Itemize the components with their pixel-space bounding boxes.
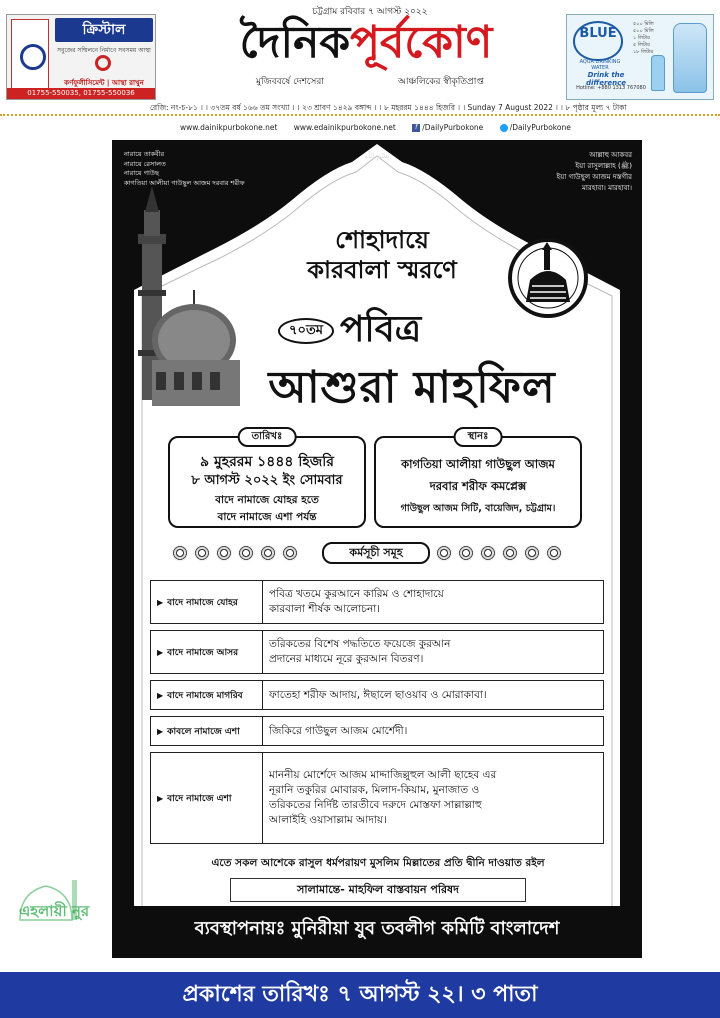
water-jar-image bbox=[673, 23, 707, 93]
venue-line1: কাগতিয়া আলীয়া গাউছুল আজম bbox=[401, 457, 555, 471]
desc-line: তরিকতের নির্দিষ্ট তারতীবে দরুদে মোস্তফা সাল্লাল্লাহু bbox=[269, 799, 482, 811]
paper-title-part2: পূর্বকোণ bbox=[350, 17, 493, 68]
twitter-icon bbox=[500, 124, 508, 132]
time-label: বাদে নামাজে যোহর bbox=[167, 597, 238, 608]
slogan-line: নারায়ে তাকবীর bbox=[124, 150, 165, 158]
rosette-icon bbox=[238, 545, 254, 561]
schedule-time bbox=[151, 681, 263, 709]
facebook-handle: /DailyPurbokone bbox=[422, 123, 484, 132]
bottle-sizes bbox=[633, 21, 669, 56]
table-row bbox=[150, 716, 604, 746]
title-line2: কারবালা স্মরণে bbox=[307, 256, 457, 284]
desc-line: পবিত্র খতমে কুরআনে কারিম ও শোহাদায়ে bbox=[269, 588, 444, 600]
rosette-icon bbox=[216, 545, 232, 561]
table-row bbox=[150, 752, 604, 844]
desc-line: প্রদানের মাধ্যমে নূরে কুরআন বিতরণ। bbox=[269, 653, 424, 665]
slogan-line: ইয়া রাসুলাল্লাহ (ﷺ) bbox=[575, 162, 632, 170]
newspaper-masthead bbox=[0, 0, 720, 132]
slogan-line: নারায়ে গাউছ bbox=[124, 169, 159, 177]
venue-box bbox=[374, 431, 582, 528]
time-label: কাবলে নামাজে এশা bbox=[167, 726, 240, 737]
edition-badge: ৭০তম bbox=[278, 318, 334, 344]
organizer-text: ব্যবস্থাপনায়ঃ মুনিরীয়া যুব তবলীগ কমিটি বাংলাদেশ bbox=[194, 918, 560, 939]
facebook-link[interactable] bbox=[412, 123, 483, 132]
desc-line: ফাতেহা শরীফ আদায়, ঈছালে ছাওয়াব ও মোরাকাবা। bbox=[269, 688, 487, 701]
slogans-left bbox=[124, 150, 274, 188]
time-label: বাদে নামাজে এশা bbox=[167, 793, 232, 804]
date-box bbox=[168, 431, 366, 528]
table-row bbox=[150, 630, 604, 674]
size-item: ১৮ লিটার bbox=[633, 49, 654, 55]
size-item: ৫০০ মিলি bbox=[633, 28, 654, 34]
ad-brand: ক্রিস্টাল bbox=[55, 18, 153, 42]
paper-date: চট্টগ্রাম রবিবার ৭ আগস্ট ২০২২ bbox=[312, 7, 428, 17]
brand-logo-icon bbox=[95, 55, 111, 71]
shrine-emblem bbox=[510, 240, 586, 316]
ad-subtitle: কর্ণফুলীসিমেন্ট | আস্থা রাখুন bbox=[64, 79, 144, 87]
schedule-desc bbox=[269, 631, 603, 673]
slogan-line: কাগতিয়া আলীয়া গাউছুল আজম দরবার শরীফ bbox=[124, 178, 245, 187]
size-item: ৫০০ মিলি bbox=[633, 21, 654, 27]
size-item: ৫ লিটার bbox=[633, 42, 650, 48]
venue-line2: দরবার শরীফ কমপ্লেক্স bbox=[429, 479, 527, 493]
ad-slogan: Drink the difference bbox=[585, 71, 627, 87]
twitter-handle: /DailyPurbokone bbox=[509, 123, 571, 132]
slogan-line: ইয়া গাউছুল আজম দস্তগীর bbox=[556, 173, 632, 181]
schedule-desc bbox=[269, 581, 603, 623]
bismillah-calligraphy: بِسْمِ اللّٰهِ bbox=[364, 152, 390, 160]
blue-aqua-logo: BLUE bbox=[573, 21, 623, 61]
advertisement-right[interactable] bbox=[566, 14, 714, 100]
watermark-logo bbox=[6, 872, 102, 948]
slogan-right: আঞ্চলিকের স্বীকৃতিপ্রাপ্ত bbox=[398, 77, 484, 87]
triangle-icon: ▶ bbox=[157, 793, 164, 803]
publication-date-bar: প্রকাশের তারিখঃ ৭ আগস্ট ২২। ৩ পাতা bbox=[0, 972, 720, 1018]
venue-label: স্থানঃ bbox=[454, 427, 503, 447]
schedule-time bbox=[151, 753, 263, 843]
cement-bag-image bbox=[11, 19, 49, 97]
slogan-line: নারায়ে রেসালত bbox=[124, 159, 166, 168]
rosette-icon bbox=[436, 545, 452, 561]
triangle-icon: ▶ bbox=[157, 647, 164, 657]
rosette-icon bbox=[502, 545, 518, 561]
mosque-dome-icon bbox=[6, 872, 102, 948]
mahfil-poster bbox=[112, 140, 642, 958]
title-line1: শোহাদায়ে bbox=[335, 226, 429, 254]
desc-line: কারবালা শীর্ষক আলোচনা। bbox=[269, 603, 381, 615]
slogan-line: মারহাবা। মারহাবা। bbox=[581, 184, 632, 192]
schedule-desc bbox=[269, 717, 603, 745]
ad-hotline: Hotline: +880 1313 767080 bbox=[576, 85, 646, 91]
venue-line3: গাউছুল আজম সিটি, বায়েজিদ, চট্টগ্রাম। bbox=[400, 503, 556, 514]
time-start: বাদে নামাজে যোহর হতে bbox=[215, 494, 319, 506]
ad-tagline: সবুজের সম্মিলনে নির্মাণে সবসময় আস্থা bbox=[57, 47, 151, 54]
rosette-icon bbox=[546, 545, 562, 561]
ad-phone: 01755-550035, 01755-550036 bbox=[7, 88, 155, 99]
table-row bbox=[150, 680, 604, 710]
main-title: আশুরা মাহফিল bbox=[268, 362, 556, 413]
triangle-icon: ▶ bbox=[157, 690, 164, 700]
date-hijri: ৯ মুহররম ১৪৪৪ হিজরি bbox=[200, 454, 334, 470]
slogans-right bbox=[502, 150, 632, 194]
size-item: ১ লিটার bbox=[633, 35, 650, 41]
desc-line: জিকিরে গাউছুল আজম মোর্শেদী। bbox=[269, 724, 408, 737]
facebook-icon: f bbox=[412, 124, 420, 132]
rosette-icon bbox=[480, 545, 496, 561]
logo-subtitle: AQUA DRINKING WATER bbox=[579, 59, 621, 71]
website-link[interactable]: www.dainikpurbokone.net bbox=[180, 123, 278, 132]
salam-text: সালামান্তে- মাহফিল বাস্তবায়ন পরিষদ bbox=[230, 878, 526, 902]
rosette-icon bbox=[524, 545, 540, 561]
schedule-time bbox=[151, 581, 263, 623]
table-row bbox=[150, 580, 604, 624]
slogan-line: আল্লাহু আকবর bbox=[589, 151, 632, 159]
rosette-icon bbox=[172, 545, 188, 561]
program-label: কর্মসূচী সমূহ bbox=[322, 542, 430, 564]
desc-line: তরিকতের বিশেষ পদ্ধতিতে ফয়েজে কুরআন bbox=[269, 638, 451, 650]
watermark-text: এহলায়ী নুর bbox=[18, 902, 90, 920]
schedule-time bbox=[151, 631, 263, 673]
bottle-image bbox=[651, 55, 665, 91]
schedule-table bbox=[144, 572, 610, 850]
rosette-icon bbox=[458, 545, 474, 561]
date-label: তারিখঃ bbox=[238, 427, 297, 447]
epaper-link[interactable]: www.edainikpurbokone.net bbox=[293, 123, 396, 132]
triangle-icon: ▶ bbox=[157, 726, 164, 736]
desc-line: মাননীয় মোর্শেদে আজম মাদ্দাজিল্লুহুল আলী ছাহেব এর bbox=[269, 769, 497, 781]
rosette-icon bbox=[260, 545, 276, 561]
invitation-text: এতে সকল আশেকে রাসুল ধর্মপরায়ণ মুসলিম মিল্লাতের প্রতি দ্বীনি দাওয়াত রইল bbox=[150, 852, 606, 874]
rosette-icon bbox=[282, 545, 298, 561]
slogan-left: মুজিববর্ষে দেশসেরা bbox=[256, 77, 324, 87]
paper-title[interactable] bbox=[196, 14, 536, 72]
paper-title-part1: দৈনিক bbox=[239, 17, 351, 68]
advertisement-left[interactable] bbox=[6, 14, 156, 100]
triangle-icon: ▶ bbox=[157, 597, 164, 607]
rosette-icon bbox=[194, 545, 210, 561]
twitter-link[interactable] bbox=[500, 123, 571, 132]
time-end: বাদে নামাজে এশা পর্যন্ত bbox=[217, 511, 317, 523]
dotted-divider bbox=[0, 114, 720, 120]
web-links bbox=[180, 123, 580, 132]
registration-line: রেজি: নং-চ-৮১ । । ৩৭তম বর্ষ ১৬৬ তম সংখ্যা । । ২৩ শ্রাবণ ১৪২৯ বঙ্গাব্দ । । ৮ মহররম ১৪৪৪ হিজরি । । Sunday 7 August 2022 । । ৮ পৃষ্ঠার মূল্য ৭ টাকা bbox=[150, 103, 627, 112]
program-header bbox=[172, 542, 580, 564]
schedule-desc bbox=[269, 753, 603, 843]
schedule-time bbox=[151, 717, 263, 745]
title-pobitro: পবিত্র bbox=[340, 309, 422, 350]
time-label: বাদে নামাজে আসর bbox=[167, 647, 239, 658]
desc-line: আলাইহি ওয়াসাল্লাম আদায়। bbox=[269, 814, 387, 826]
time-label: বাদে নামাজে মাগরিব bbox=[167, 690, 243, 701]
date-gregorian: ৮ আগস্ট ২০২২ ইং সোমবার bbox=[191, 473, 343, 488]
schedule-desc bbox=[269, 681, 603, 709]
desc-line: নূরানি তকুরির মোবারক, মিলাদ-কিয়াম, মুনাজাত ও bbox=[269, 784, 480, 796]
